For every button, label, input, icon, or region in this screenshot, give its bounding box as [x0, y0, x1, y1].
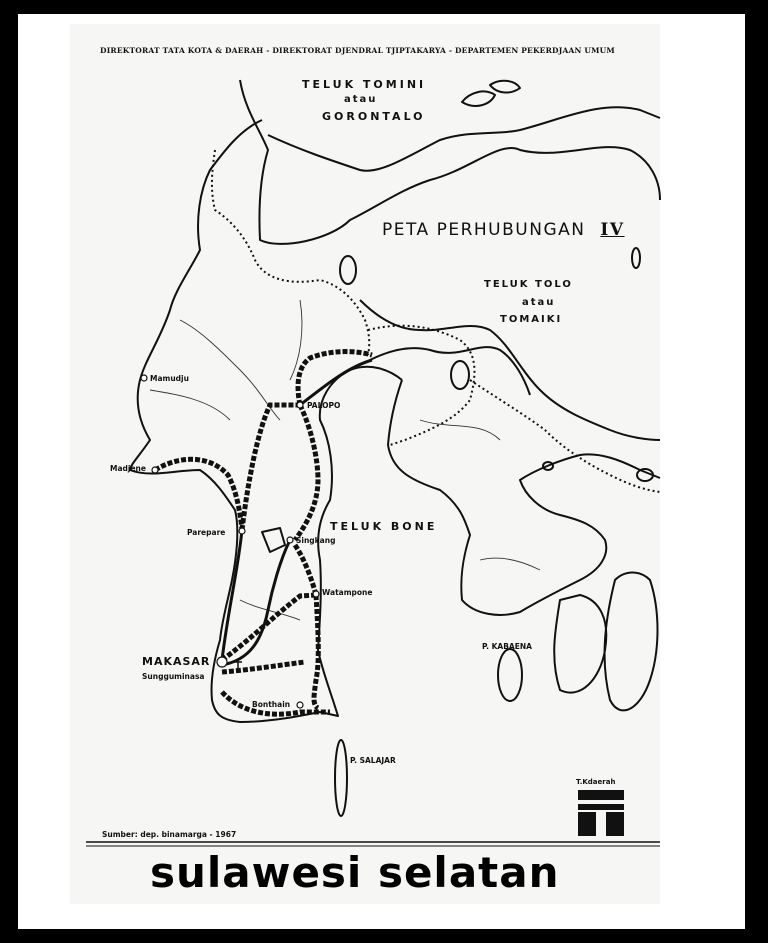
label-atau-1: atau	[344, 94, 378, 105]
coastline-southeast	[388, 380, 660, 615]
marker-singkang	[287, 537, 293, 543]
marker-makasar	[217, 657, 227, 667]
label-teluk-tolo: TELUK TOLO	[484, 279, 573, 290]
river-6	[480, 558, 540, 570]
label-singkang: Singkang	[296, 536, 336, 545]
marker-madjene	[152, 467, 158, 473]
island-buton	[554, 595, 606, 693]
marker-watampone	[313, 591, 319, 597]
marker-mamudju	[141, 375, 147, 381]
route-north	[212, 150, 369, 355]
label-makasar: MAKASAR	[142, 655, 211, 668]
logo-caption: T.Kdaerah	[576, 778, 616, 786]
lake-tempe	[262, 528, 285, 552]
lake-matana	[451, 361, 469, 389]
agency-logo	[578, 790, 624, 836]
label-watampone: Watampone	[322, 588, 373, 597]
header-text: DIREKTORAT TATA KOTA & DAERAH - DIREKTORAT DJENDRAL TJIPTAKARYA - DEPARTEMEN PEKERDJAAN UMUM	[100, 46, 615, 55]
coastline-mainland	[130, 120, 402, 722]
island-north-1	[462, 91, 495, 105]
river-5	[420, 420, 500, 440]
road-palopo-singkang	[295, 405, 318, 540]
label-sungguminasa: Sungguminasa	[142, 672, 205, 681]
road-singkang-watampone	[295, 545, 316, 595]
marker-bonthain	[297, 702, 303, 708]
island-kabaena	[498, 649, 522, 701]
road-watampone-bonthain	[314, 595, 318, 708]
label-kabaena: P. KABAENA	[482, 642, 532, 651]
label-madjene: Madjene	[110, 464, 146, 473]
route-east-1	[368, 326, 474, 445]
coastline-east-arm-2	[370, 347, 530, 395]
label-atau-2: atau	[522, 297, 556, 308]
road-trunk-west	[222, 530, 242, 660]
label-teluk-tomini: TELUK TOMINI	[302, 78, 427, 91]
label-tomaiki: TOMAIKI	[500, 314, 563, 325]
label-teluk-bone: TELUK BONE	[330, 520, 438, 533]
source-note: Sumber: dep. binamarga - 1967	[102, 830, 237, 839]
map-number: IV	[600, 220, 625, 240]
road-parepare-palopo	[242, 405, 300, 530]
river-1	[180, 320, 280, 420]
province-title: sulawesi selatan	[150, 848, 560, 897]
map-title-text: PETA PERHUBUNGAN	[382, 220, 586, 240]
marker-parepare	[239, 528, 245, 534]
label-bonthain: Bonthain	[252, 700, 291, 709]
label-mamudju: Mamudju	[150, 374, 189, 383]
marker-palopo	[297, 402, 303, 408]
label-salajar: P. SALAJAR	[350, 756, 396, 765]
lake-towuti	[340, 256, 356, 284]
island-north-2	[490, 81, 520, 93]
label-palopo: PALOPO	[307, 401, 341, 410]
road-makasar-bonthain	[222, 662, 305, 672]
map-title	[382, 220, 625, 240]
islet-east-2	[632, 248, 640, 268]
label-parepare: Parepare	[187, 528, 226, 537]
river-2	[150, 390, 230, 420]
island-muna	[605, 573, 658, 711]
island-salajar	[335, 740, 347, 816]
label-gorontalo: GORONTALO	[322, 110, 426, 123]
